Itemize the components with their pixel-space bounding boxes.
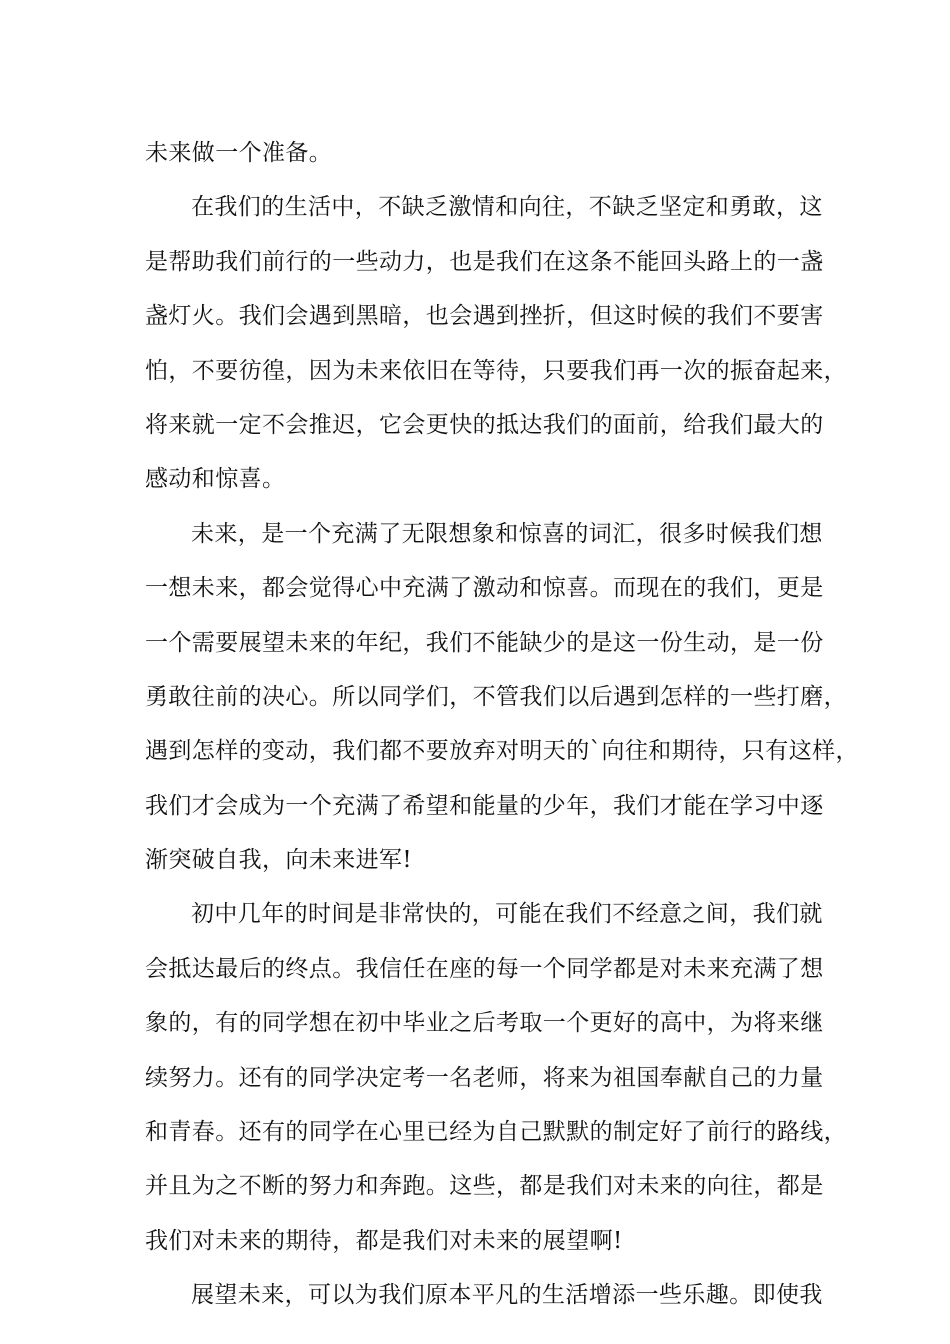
paragraph-line: 勇敢往前的决心。所以同学们，不管我们以后遇到怎样的一些打磨， <box>145 683 847 710</box>
paragraph-line: 未来，是一个充满了无限想象和惊喜的词汇，很多时候我们想 <box>191 520 823 547</box>
paragraph-line: 在我们的生活中，不缺乏激情和向往，不缺乏坚定和勇敢，这 <box>191 194 823 221</box>
paragraph-line: 将来就一定不会推迟，它会更快的抵达我们的面前，给我们最大的 <box>145 411 824 438</box>
paragraph-line: 和青春。还有的同学在心里已经为自己默默的制定好了前行的路线， <box>145 1119 847 1146</box>
paragraph-line: 盏灯火。我们会遇到黑暗，也会遇到挫折，但这时候的我们不要害 <box>145 303 824 330</box>
paragraph-line: 续努力。还有的同学决定考一名老师，将来为祖国奉献自己的力量 <box>145 1064 824 1091</box>
paragraph-line: 怕，不要彷徨，因为未来依旧在等待，只要我们再一次的振奋起来， <box>145 357 847 384</box>
paragraph-line: 象的，有的同学想在初中毕业之后考取一个更好的高中，为将来继 <box>145 1010 824 1037</box>
paragraph-line: 未来做一个准备。 <box>145 140 333 166</box>
paragraph-line: 渐突破自我，向未来进军! <box>145 847 413 874</box>
paragraph-line: 展望未来，可以为我们原本平凡的生活增添一些乐趣。即使我 <box>191 1282 823 1309</box>
paragraph-line: 我们对未来的期待，都是我们对未来的展望啊! <box>145 1227 623 1254</box>
document-body <box>145 131 859 1328</box>
paragraph-line: 遇到怎样的变动，我们都不要放弃对明天的`向往和期待，只有这样， <box>145 738 859 765</box>
paragraph-line: 是帮助我们前行的一些动力，也是我们在这条不能回头路上的一盏 <box>145 248 824 275</box>
paragraph-line: 感动和惊喜。 <box>145 466 286 493</box>
paragraph-line: 并且为之不断的努力和奔跑。这些，都是我们对未来的向往，都是 <box>145 1173 824 1200</box>
paragraph-line: 一想未来，都会觉得心中充满了激动和惊喜。而现在的我们，更是 <box>145 575 824 602</box>
paragraph-line: 我们才会成为一个充满了希望和能量的少年，我们才能在学习中逐 <box>145 792 824 819</box>
paragraph-line: 一个需要展望未来的年纪，我们不能缺少的是这一份生动，是一份 <box>145 629 824 656</box>
paragraph-line: 初中几年的时间是非常快的，可能在我们不经意之间，我们就 <box>191 901 823 928</box>
paragraph-line: 会抵达最后的终点。我信任在座的每一个同学都是对未来充满了想 <box>145 955 824 982</box>
